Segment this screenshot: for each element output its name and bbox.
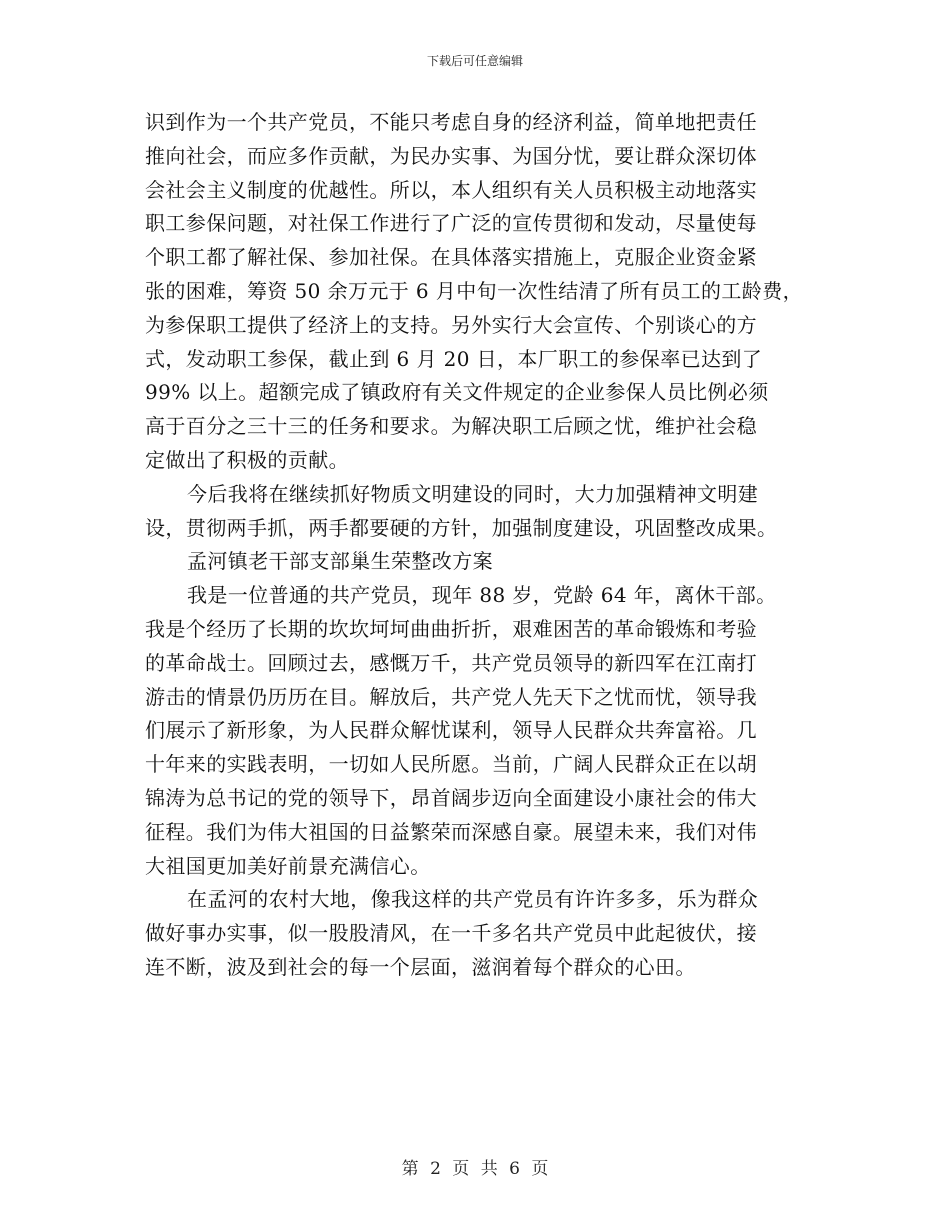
page-footer — [0, 1154, 950, 1179]
page-header: 下载后可任意编辑 — [426, 54, 523, 68]
text-line: 式，发动职工参保，截止到 6 月 20 日，本厂职工的参保率已达到了 — [145, 346, 763, 371]
current-page-number: 2 — [430, 1159, 441, 1179]
document-body — [145, 106, 815, 985]
text-line: 游击的情景仍历历在目。解放后，共产党人先天下之忧而忧，领导我 — [145, 684, 757, 709]
text-line: 职工参保问题，对社保工作进行了广泛的宣传贯彻和发动，尽量使每 — [145, 211, 757, 236]
text-line: 征程。我们为伟大祖国的日益繁荣而深感自豪。展望未来，我们对伟 — [145, 819, 757, 844]
text-line: 十年来的实践表明，一切如人民所愿。当前，广阔人民群众正在以胡 — [145, 752, 757, 777]
text-line: 设，贯彻两手抓，两手都要硬的方针，加强制度建设，巩固整改成果。 — [145, 515, 778, 540]
page-label-prefix: 第 — [401, 1159, 419, 1179]
section-title: 孟河镇老干部支部巢生荣整改方案 — [187, 549, 493, 574]
text-line: 推向社会，而应多作贡献，为民办实事、为国分忧，要让群众深切体 — [145, 143, 757, 168]
page-label-unit: 页 — [452, 1159, 470, 1179]
text-line: 定做出了积极的贡献。 — [145, 447, 349, 472]
paragraph-start-line: 我是一位普通的共产党员，现年 88 岁，党龄 64 年，离休干部。 — [187, 583, 777, 608]
text-line: 我是个经历了长期的坎坎坷坷曲曲折折，艰难困苦的革命锻炼和考验 — [145, 616, 757, 641]
paragraph-start-line: 在孟河的农村大地，像我这样的共产党员有许许多多，乐为群众 — [187, 887, 759, 912]
text-line: 大祖国更加美好前景充满信心。 — [145, 853, 431, 878]
paragraph-start-line: 今后我将在继续抓好物质文明建设的同时，大力加强精神文明建 — [187, 481, 759, 506]
text-line: 们展示了新形象，为人民群众解忧谋利，领导人民群众共奔富裕。几 — [145, 718, 757, 743]
text-line: 99% 以上。超额完成了镇政府有关文件规定的企业参保人员比例必须 — [145, 380, 769, 405]
text-line: 做好事办实事，似一股股清风，在一千多名共产党员中此起彼伏，接 — [145, 921, 757, 946]
total-label-unit: 页 — [531, 1159, 549, 1179]
text-line: 张的困难，筹资 50 余万元于 6 月中旬一次性结清了所有员工的工龄费， — [145, 278, 804, 303]
text-line: 会社会主义制度的优越性。所以，本人组织有关人员积极主动地落实 — [145, 177, 757, 202]
total-label-prefix: 共 — [480, 1159, 498, 1179]
text-line: 锦涛为总书记的党的领导下，昂首阔步迈向全面建设小康社会的伟大 — [145, 785, 757, 810]
text-line: 识到作为一个共产党员，不能只考虑自身的经济利益，简单地把责任 — [145, 110, 757, 134]
total-page-count: 6 — [509, 1159, 520, 1179]
text-line: 连不断，波及到社会的每一个层面，滋润着每个群众的心田。 — [145, 954, 696, 979]
text-line: 的革命战士。回顾过去，感慨万千，共产党员领导的新四军在江南打 — [145, 650, 757, 675]
text-line: 高于百分之三十三的任务和要求。为解决职工后顾之忧，维护社会稳 — [145, 414, 757, 439]
text-line: 个职工都了解社保、参加社保。在具体落实措施上，克服企业资金紧 — [145, 245, 757, 270]
text-line: 为参保职工提供了经济上的支持。另外实行大会宣传、个别谈心的方 — [145, 312, 757, 337]
